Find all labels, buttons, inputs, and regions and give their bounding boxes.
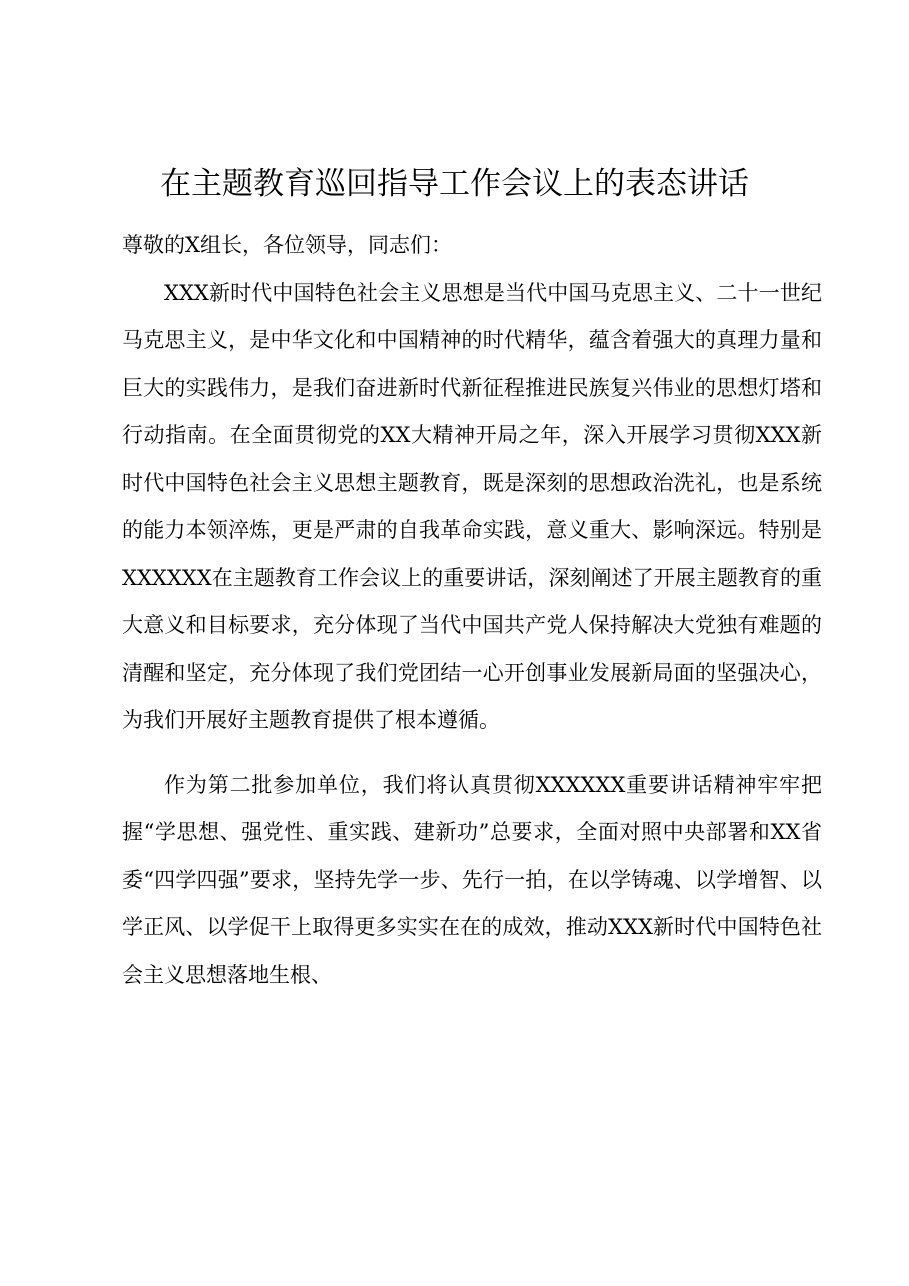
- salutation: 尊敬的X组长，各位领导，同志们：: [122, 233, 452, 257]
- document-body: [122, 222, 822, 999]
- document-title: 在主题教育巡回指导工作会议上的表态讲话: [160, 166, 749, 202]
- paragraph-1: XXX新时代中国特色社会主义思想是当代中国马克思主义、二十一世纪马克思主义，是中华文化和中国精神的时代精华，蕴含着强大的真理力量和巨大的实践伟力，是我们奋进新时代新征程推进民族复兴伟业的思想灯塔和行动指南。在全面贯彻党的XX大精神开局之年，深入开展学习贯彻XXX新时代中国特色社会主义思想主题教育，既是深刻的思想政治洗礼，也是系统的能力本领淬炼，更是严肃的自我革命实践，意义重大、影响深远。特别是XXXXXX在主题教育工作会议上的重要讲话，深刻阐述了开展主题教育的重大意义和目标要求，充分体现了当代中国共产党人保持解决大党独有难题的清醒和坚定，充分体现了我们党团结一心开创事业发展新局面的坚强决心，为我们开展好主题教育提供了根本遵循。: [122, 280, 822, 732]
- paragraph-2: 作为第二批参加单位，我们将认真贯彻XXXXXX重要讲话精神牢牢把握“学思想、强党性、重实践、建新功”总要求，全面对照中央部署和XX省委“四学四强”要求，坚持先学一步、先行一拍，在以学铸魂、以学增智、以学正风、以学促干上取得更多实实在在的成效，推动XXX新时代中国特色社会主义思想落地生根、: [122, 772, 822, 987]
